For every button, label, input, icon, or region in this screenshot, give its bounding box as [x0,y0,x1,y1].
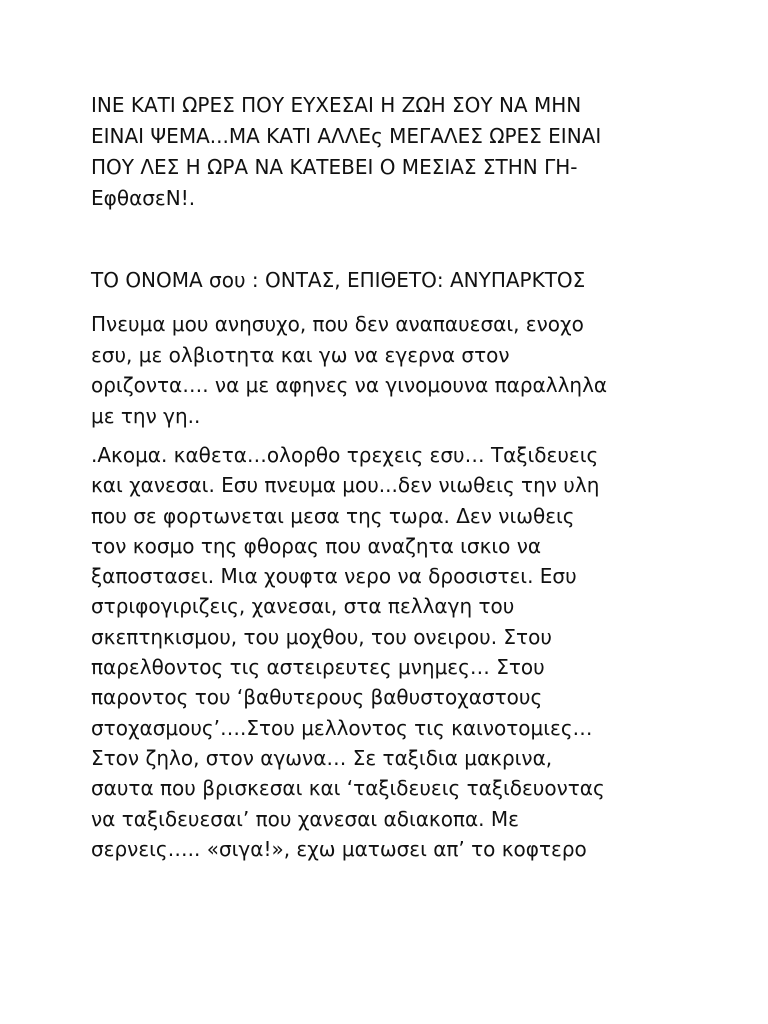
paragraph-spirit [91,309,731,431]
text-line: οριζοντα…. να με αφηνες να γινομουνα παραλληλα [91,373,608,397]
text-line: ΠΟΥ ΛΕΣ Η ΩΡΑ ΝΑ ΚΑΤΕΒΕΙ Ο ΜΕΣΙΑΣ ΣΤΗΝ ΓΗ- [91,155,578,179]
text-line: σαυτα που βρισκεσαι και ‘ταξιδευεις ταξιδευοντας [91,776,605,801]
paragraph-opening [91,90,731,214]
text-line: ΕφθασεΝ!. [91,186,196,210]
text-line: ΕΙΝΑΙ ΨΕΜΑ...ΜΑ ΚΑΤΙ ΑΛΛΕς ΜΕΓΑΛΕΣ ΩΡΕΣ ΕΙΝΑΙ [91,124,602,148]
text-line: και χανεσαι. Εσυ πνευμα μου...δεν νιωθεις την υλη [91,473,600,498]
text-line: παροντος του ‘βαθυτερους βαθυστοχαστους [91,685,543,710]
text-line: ξαποστασει. Μια χουφτα νερο να δροσιστει. Εσυ [91,564,577,589]
text-line: με την γη.. [91,403,201,428]
text-line: τον κοσμο της φθορας που αναζητα ισκιο να [91,533,542,558]
paragraph-journey [91,440,731,864]
text-line: ΤΟ ΟΝΟΜΑ σου : ΟΝΤΑΣ, ΕΠΙΘΕΤΟ: ΑΝΥΠΑΡΚΤΟΣ [91,268,586,292]
text-line: που σε φορτωνεται μεσα της τωρα. Δεν νιωθεις [91,503,575,528]
paragraph-name-line [91,265,731,296]
text-line: εσυ, με ολβιοτητα και γω να εγερνα στον [91,342,510,367]
text-line: .Ακομα. καθετα…ολορθο τρεχεις εσυ… Ταξιδευεις [91,443,599,467]
text-line: παρελθοντος τις αστειρευτες μνημες… Στου [91,655,545,680]
text-line: σερνεις….. «σιγα!», εχω ματωσει απ’ το κοφτερο [91,836,587,861]
text-line: σκεπτηκισμου, του μοχθου, του ονειρου. Στου [91,624,552,649]
text-line: Πνευμα μου ανησυχο, που δεν αναπαυεσαι, ενοχο [91,312,584,336]
text-line: ΙΝΕ ΚΑΤΙ ΩΡΕΣ ΠΟΥ ΕΥΧΕΣΑΙ Η ΖΩΗ ΣΟΥ ΝΑ ΜΗΝ [91,93,582,117]
text-line: να ταξιδευεσαι’ που χανεσαι αδιακοπα. Με [91,806,519,831]
text-line: Στον ζηλο, στον αγωνα… Σε ταξιδια μακρινα, [91,745,553,770]
text-line: στριφογιριζεις, χανεσαι, στα πελλαγη του [91,594,515,619]
text-line: στοχασμους’….Στου μελλοντος τις καινοτομιες… [91,715,593,740]
